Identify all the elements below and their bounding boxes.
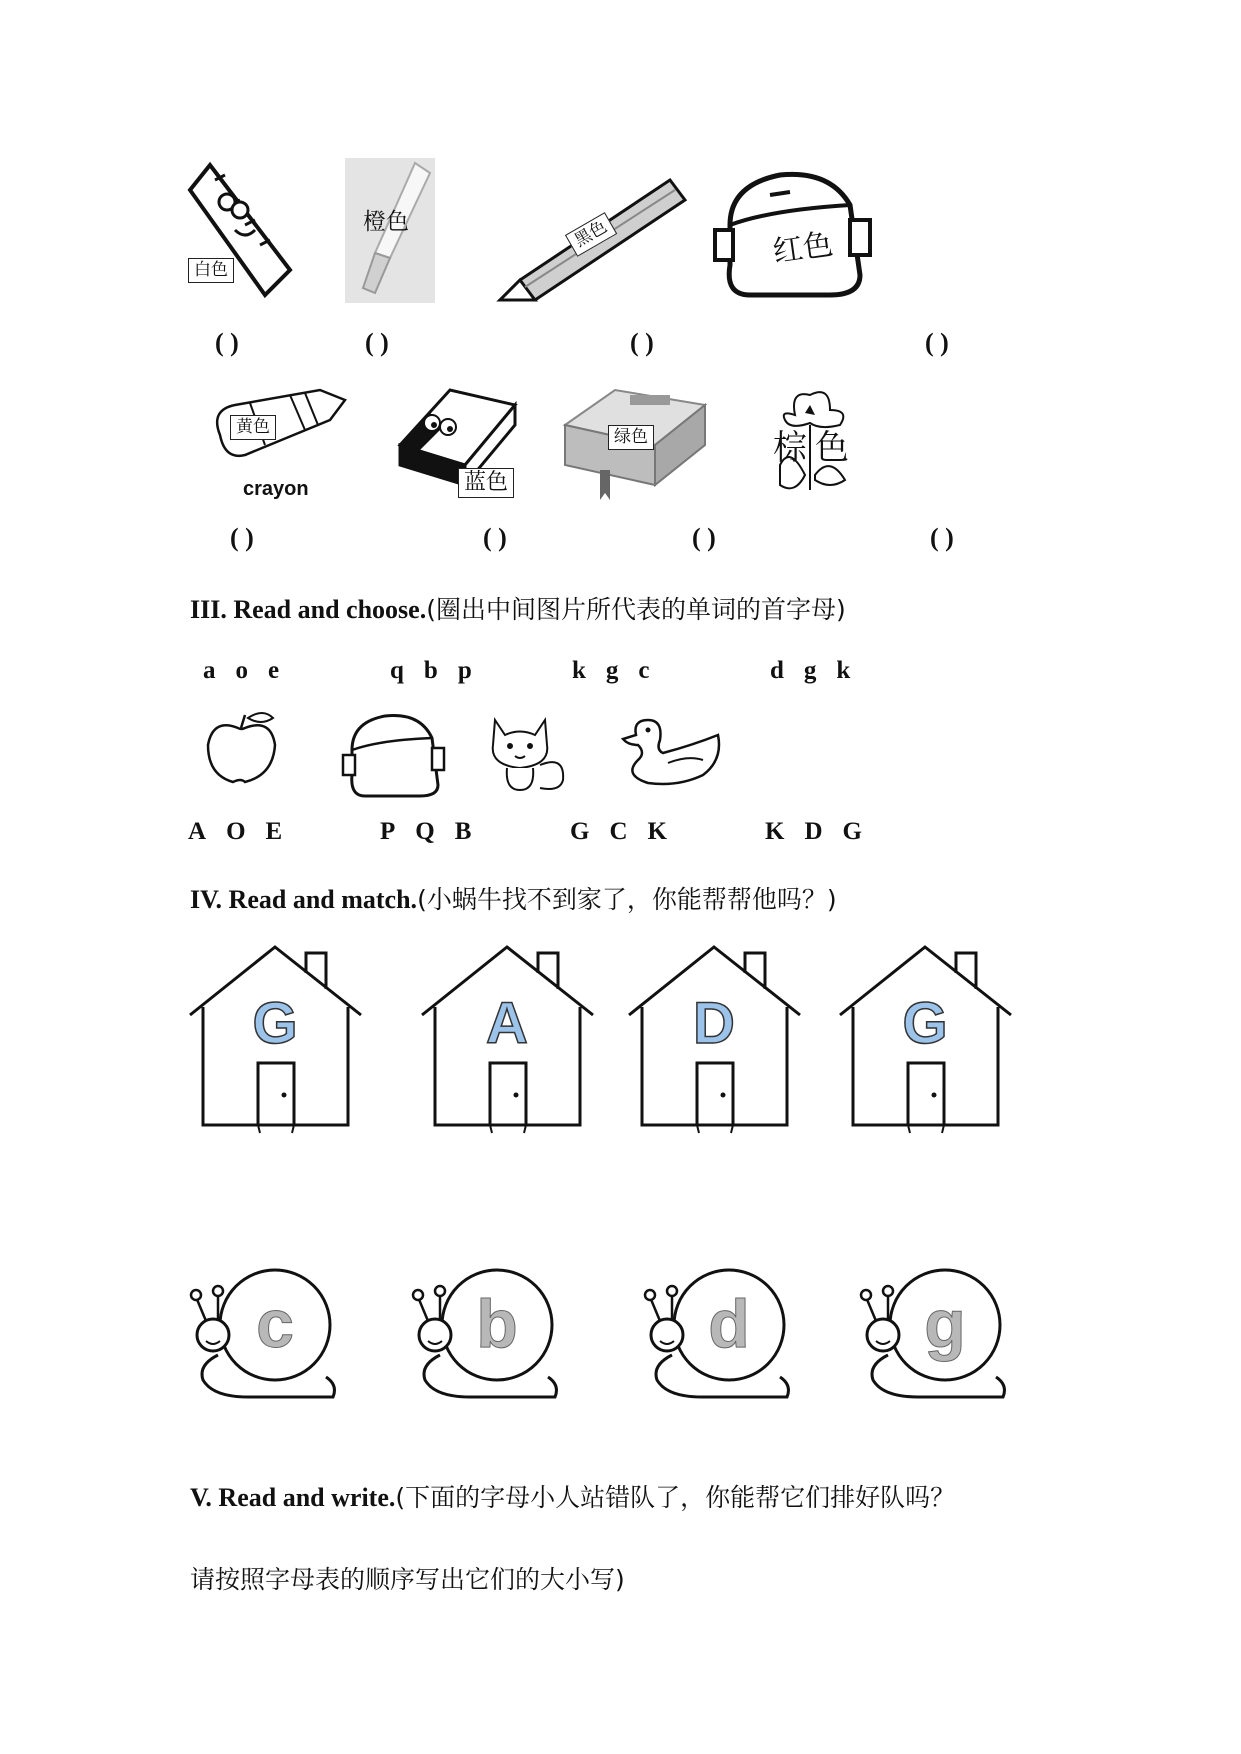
lowercase-group: [203, 657, 299, 685]
letter-choice[interactable]: b: [423, 657, 438, 684]
snail-3[interactable]: [642, 1265, 792, 1410]
color-label-black: 黑色: [565, 212, 617, 256]
snail-letter: d: [708, 1286, 750, 1362]
uppercase-group: [188, 818, 302, 846]
house-letter: G: [902, 991, 948, 1056]
apple-icon: [203, 710, 283, 785]
letter-choice[interactable]: q: [390, 657, 404, 684]
letter-choice[interactable]: p: [457, 657, 472, 684]
answer-blank[interactable]: ( ): [925, 328, 949, 357]
snail-2[interactable]: [410, 1265, 560, 1410]
answer-blank[interactable]: ( ): [215, 328, 239, 357]
letter-choice[interactable]: Q: [415, 818, 435, 845]
letter-choice[interactable]: a: [203, 657, 216, 684]
letter-choice[interactable]: A: [188, 818, 207, 845]
section5-heading-line2: [190, 1560, 625, 1596]
crayon-word: crayon: [243, 478, 309, 500]
section5-heading: [190, 1478, 955, 1514]
house-2[interactable]: [420, 945, 595, 1135]
letter-choice[interactable]: K: [765, 818, 785, 845]
house-3[interactable]: [627, 945, 802, 1135]
letter-choice[interactable]: G: [570, 818, 590, 845]
answer-blank[interactable]: ( ): [483, 523, 507, 552]
lowercase-group: [572, 657, 670, 685]
letter-choice[interactable]: k: [836, 657, 851, 684]
letter-choice[interactable]: C: [609, 818, 628, 845]
uppercase-group: [570, 818, 687, 846]
snail-letter: g: [924, 1286, 966, 1362]
letter-choice[interactable]: g: [803, 657, 817, 684]
letter-choice[interactable]: E: [265, 818, 283, 845]
house-letter: D: [693, 991, 735, 1056]
letter-choice[interactable]: d: [770, 657, 784, 684]
section5-heading-zh-1: (下面的字母小人站错队了，你能帮它们排好队吗？: [395, 1483, 956, 1512]
snail-4[interactable]: [858, 1265, 1008, 1410]
section3-heading-zh: (圈出中间图片所代表的单词的首字母): [426, 595, 846, 624]
letter-choice[interactable]: g: [605, 657, 619, 684]
lowercase-group: [770, 657, 870, 685]
answer-blank[interactable]: ( ): [230, 523, 254, 552]
section4-heading: [190, 880, 837, 916]
section3-heading-en: III. Read and choose.: [190, 595, 427, 624]
color-label-white: 白色: [188, 258, 234, 283]
color-label-orange: 橙色: [363, 209, 409, 235]
color-label-yellow: 黄色: [230, 415, 276, 440]
color-label-brown: 棕色: [773, 428, 857, 468]
letter-choice[interactable]: P: [380, 818, 396, 845]
section3-heading: [190, 590, 846, 626]
section4-heading-zh: (小蜗牛找不到家了，你能帮帮他吗？): [417, 885, 837, 914]
letter-choice[interactable]: B: [454, 818, 472, 845]
letter-choice[interactable]: c: [638, 657, 650, 684]
house-1[interactable]: [188, 945, 363, 1135]
color-label-blue: 蓝色: [458, 468, 514, 498]
color-label-red: 红色: [770, 226, 836, 271]
answer-blank[interactable]: ( ): [365, 328, 389, 357]
uppercase-group: [765, 818, 882, 846]
letter-choice[interactable]: o: [235, 657, 248, 684]
letter-choice[interactable]: O: [226, 818, 246, 845]
color-label-green: 绿色: [608, 425, 654, 450]
uppercase-group: [380, 818, 491, 846]
letter-choice[interactable]: e: [268, 657, 280, 684]
letter-choice[interactable]: K: [647, 818, 667, 845]
answer-blank[interactable]: ( ): [930, 523, 954, 552]
snail-letter: c: [256, 1286, 294, 1362]
house-letter: G: [252, 991, 298, 1056]
house-4[interactable]: [838, 945, 1013, 1135]
answer-blank[interactable]: ( ): [630, 328, 654, 357]
snail-1[interactable]: [188, 1265, 338, 1410]
snail-letter: b: [476, 1286, 518, 1362]
section5-heading-zh-2: 请按照字母表的顺序写出它们的大小写): [190, 1565, 625, 1594]
house-letter: A: [486, 991, 528, 1056]
section5-heading-en: V. Read and write.: [190, 1483, 396, 1512]
answer-blank[interactable]: ( ): [692, 523, 716, 552]
section4-heading-en: IV. Read and match.: [190, 885, 418, 914]
lowercase-group: [390, 657, 492, 685]
letter-choice[interactable]: k: [572, 657, 586, 684]
letter-choice[interactable]: D: [804, 818, 823, 845]
duck-icon: [618, 715, 728, 790]
cat-icon: [485, 710, 570, 795]
bag-icon: [340, 710, 445, 800]
letter-choice[interactable]: G: [842, 818, 862, 845]
